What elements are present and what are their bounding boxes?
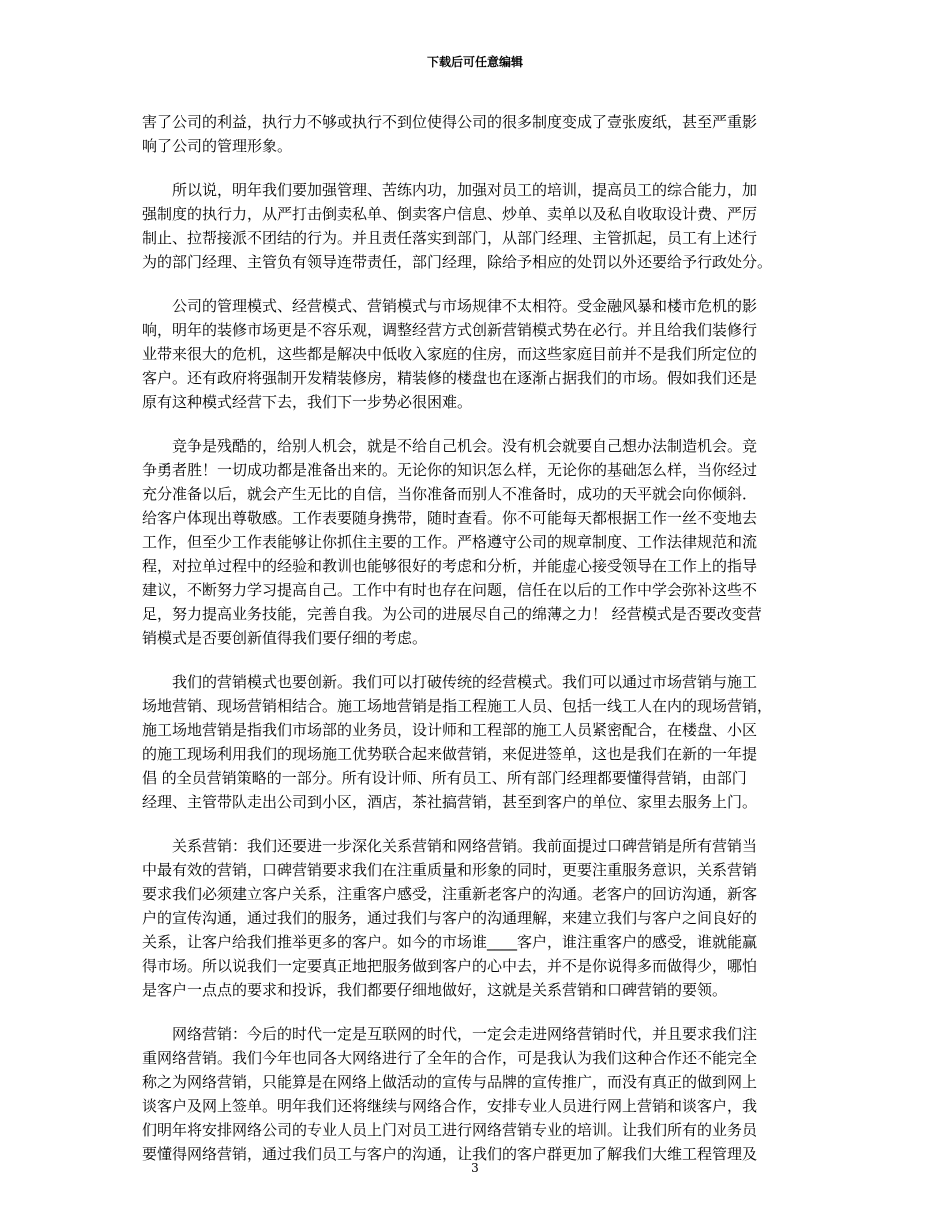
paragraph-line: 施工场地营销是指我们市场部的业务员，设计师和工程部的施工人员紧密配合，在楼盘、小区: [142, 721, 758, 739]
paragraph-line: 谈客户及网上签单。明年我们还将继续与网络合作，安排专业人员进行网上营销和谈客户，我: [142, 1097, 758, 1115]
page-number: 3: [471, 1161, 479, 1175]
paragraph-line: 称之为网络营销，只能算是在网络上做活动的宣传与品牌的宣传推广，而没有真正的做到网上: [142, 1073, 758, 1091]
paragraph-line: 网络营销：今后的时代一定是互联网的时代，一定会走进网络营销时代，并且要求我们注: [172, 1025, 758, 1043]
paragraph-line: 重网络营销。我们今年也同各大网络进行了全年的合作，可是我认为我们这种合作还不能完全: [142, 1049, 758, 1067]
paragraph: [142, 294, 818, 414]
document-body: [142, 110, 818, 1186]
paragraph-line: 客户。还有政府将强制开发精装修房，精装修的楼盘也在逐渐占据我们的市场。假如我们还是: [142, 369, 758, 387]
paragraph: [142, 178, 818, 274]
paragraph-line: 场地营销、现场营销相结合。施工场地营销是指工程施工人员、包括一线工人在内的现场营销，: [142, 697, 773, 715]
paragraph-line: 所以说，明年我们要加强管理、苦练内功，加强对员工的培训，提高员工的综合能力，加: [172, 181, 758, 199]
paragraph-line: 倡 的全员营销策略的一部分。所有设计师、所有员工、所有部门经理都要懂得营销，由部门: [142, 769, 747, 787]
paragraph-line: 要懂得网络营销，通过我们员工与客户的沟通，让我们的客户群更加了解我们大维工程管理及: [142, 1145, 758, 1163]
paragraph-line: 为的部门经理、主管负有领导连带责任，部门经理，除给予相应的处罚以外还要给予行政处分。: [142, 253, 773, 271]
paragraph-line: 程，对拉单过程中的经验和教训也能够很好的考虑和分析，并能虚心接受领导在工作上的指导: [142, 557, 758, 575]
paragraph: [142, 670, 818, 814]
paragraph-line: 得市场。所以说我们一定要真正地把服务做到客户的心中去，并不是你说得多而做得少，哪怕: [142, 957, 758, 975]
paragraph-line: 制止、拉帮接派不团结的行为。并且责任落实到部门，从部门经理、主管抓起，员工有上述行: [142, 229, 758, 247]
paragraph-line: 要求我们必须建立客户关系，注重客户感受，注重新老客户的沟通。老客户的回访沟通，新客: [142, 885, 758, 903]
paragraph: [142, 1022, 818, 1166]
paragraph-line: 的施工现场利用我们的现场施工优势联合起来做营销，来促进签单，这也是我们在新的一年提: [142, 745, 758, 763]
paragraph-line: 销模式是否要创新值得我们要仔细的考虑。: [142, 629, 428, 647]
paragraph-line: 我们的营销模式也要创新。我们可以打破传统的经营模式。我们可以通过市场营销与施工: [172, 673, 758, 691]
paragraph-line: 响，明年的装修市场更是不容乐观，调整经营方式创新营销模式势在必行。并且给我们装修行: [142, 321, 758, 339]
paragraph-line: 业带来很大的危机，这些都是解决中低收入家庭的住房，而这些家庭目前并不是我们所定位的: [142, 345, 758, 363]
paragraph-line: 工作，但至少工作表能够让你抓住主要的工作。严格遵守公司的规章制度、工作法律规范和流: [142, 533, 758, 551]
paragraph-line: 关系营销：我们还要进一步深化关系营销和网络营销。我前面提过口碑营销是所有营销当: [172, 837, 758, 855]
paragraph-line: 是客户一点点的要求和投诉，我们都要仔细地做好，这就是关系营销和口碑营销的要领。: [142, 981, 728, 999]
paragraph: [142, 434, 818, 650]
paragraph-line: 争勇者胜！一切成功都是准备出来的。无论你的知识怎么样，无论你的基础怎么样，当你经过: [142, 461, 758, 479]
paragraph-line: 关系，让客户给我们推举更多的客户。如今的市场谁____客户，谁注重客户的感受，谁就能赢: [142, 933, 758, 951]
paragraph-line: 害了公司的利益，执行力不够或执行不到位使得公司的很多制度变成了壹张废纸，甚至严重影: [142, 113, 758, 131]
paragraph-line: 足，努力提高业务技能，完善自我。为公司的进展尽自己的绵薄之力！ 经营模式是否要改变营: [142, 605, 762, 623]
paragraph-line: 竞争是残酷的，给别人机会，就是不给自己机会。没有机会就要自己想办法制造机会。竞: [172, 437, 758, 455]
paragraph-line: 强制度的执行力，从严打击倒卖私单、倒卖客户信息、炒单、卖单以及私自收取设计费、严厉: [142, 205, 758, 223]
page-header: 下载后可任意编辑: [426, 55, 523, 69]
paragraph-line: 响了公司的管理形象。: [142, 137, 293, 155]
paragraph: [142, 834, 818, 1002]
paragraph-line: 建议，不断努力学习提高自己。工作中有时也存在问题，信任在以后的工作中学会弥补这些不: [142, 581, 758, 599]
paragraph-line: 公司的管理模式、经营模式、营销模式与市场规律不太相符。受金融风暴和楼市危机的影: [172, 297, 758, 315]
paragraph-line: 原有这种模式经营下去，我们下一步势必很困难。: [142, 393, 473, 411]
paragraph-line: 们明年将安排网络公司的专业人员上门对员工进行网络营销专业的培训。让我们所有的业务员: [142, 1121, 758, 1139]
paragraph-line: 充分准备以后，就会产生无比的自信，当你准备而别人不准备时，成功的天平就会向你倾斜．: [142, 485, 758, 503]
paragraph-line: 经理、主管带队走出公司到小区，酒店，茶社搞营销，甚至到客户的单位、家里去服务上门。: [142, 793, 758, 811]
paragraph-line: 中最有效的营销，口碑营销要求我们在注重质量和形象的同时，更要注重服务意识，关系营销: [142, 861, 758, 879]
paragraph-line: 户的宣传沟通，通过我们的服务，通过我们与客户的沟通理解，来建立我们与客户之间良好的: [142, 909, 758, 927]
paragraph-line: 给客户体现出尊敬感。工作表要随身携带，随时查看。你不可能每天都根据工作一丝不变地去: [142, 509, 758, 527]
paragraph: [142, 110, 818, 158]
